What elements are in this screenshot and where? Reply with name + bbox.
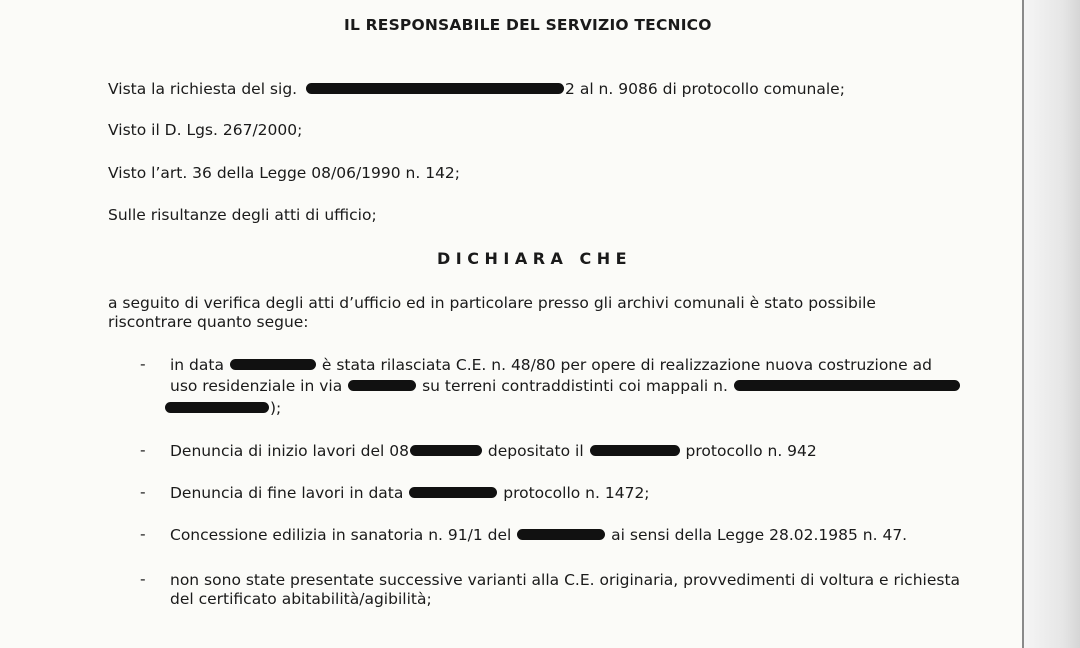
declaration-title: DICHIARA CHE (437, 249, 633, 268)
redaction (409, 487, 497, 498)
list-item-text: in data (170, 356, 224, 374)
redaction (348, 380, 416, 391)
page-title: IL RESPONSABILE DEL SERVIZIO TECNICO (344, 16, 712, 34)
list-item-text: protocollo n. 942 (685, 442, 817, 460)
list-item-text: ); (270, 399, 282, 417)
list-bullet: - (140, 483, 146, 501)
redaction (230, 359, 316, 370)
list-bullet: - (140, 525, 146, 543)
list-item-text: ai sensi della Legge 28.02.1985 n. 47. (611, 526, 908, 544)
premise-request-end: 2 al n. 9086 di protocollo comunale; (565, 80, 845, 98)
list-item-text: protocollo n. 1472; (503, 484, 650, 502)
list-bullet: - (140, 355, 146, 373)
list-item-end-works (170, 483, 650, 503)
list-item-text: uso residenziale in via (170, 377, 343, 395)
list-item-text: Denuncia di inizio lavori del 08 (170, 442, 409, 460)
premise-art-36: Visto l’art. 36 della Legge 08/06/1990 n. 142; (108, 164, 461, 182)
list-item-text: depositato il (487, 442, 584, 460)
list-item-no-variants: non sono state presentate successive varianti alla C.E. originaria, provvedimenti di voltura e richiesta (170, 571, 961, 589)
premise-request-start: Vista la richiesta del sig. (108, 80, 298, 98)
redaction (410, 445, 482, 456)
list-item-text: Denuncia di fine lavori in data (170, 484, 404, 502)
page-border (1022, 0, 1024, 648)
list-item-text: Concessione edilizia in sanatoria n. 91/1 del (170, 526, 512, 544)
list-item-no-variants-line-2: del certificato abitabilità/agibilità; (170, 590, 432, 608)
list-item-text: è stata rilasciata C.E. n. 48/80 per opere di realizzazione nuova costruzione ad (321, 356, 932, 374)
redaction (734, 380, 960, 391)
premise-request (108, 80, 845, 98)
redaction (165, 402, 269, 413)
redaction (306, 83, 564, 94)
intro-line-2: riscontrare quanto segue: (108, 313, 309, 331)
list-item-building-permit-line-2 (170, 376, 961, 396)
list-item-building-permit-line-3 (164, 398, 281, 418)
list-item-building-permit (170, 355, 932, 375)
list-item-amnesty-permit (170, 525, 907, 545)
premise-law-267: Visto il D. Lgs. 267/2000; (108, 121, 303, 139)
premise-office-records: Sulle risultanze degli atti di ufficio; (108, 206, 377, 224)
redaction (517, 529, 605, 540)
list-item-start-works (170, 441, 817, 461)
intro-line-1: a seguito di verifica degli atti d’ufficio ed in particolare presso gli archivi comunali è stato possibile (108, 294, 876, 312)
list-item-text: su terreni contraddistinti coi mappali n. (422, 377, 728, 395)
list-bullet: - (140, 441, 146, 459)
list-bullet: - (140, 570, 146, 588)
redaction (590, 445, 680, 456)
scan-edge (1022, 0, 1080, 648)
